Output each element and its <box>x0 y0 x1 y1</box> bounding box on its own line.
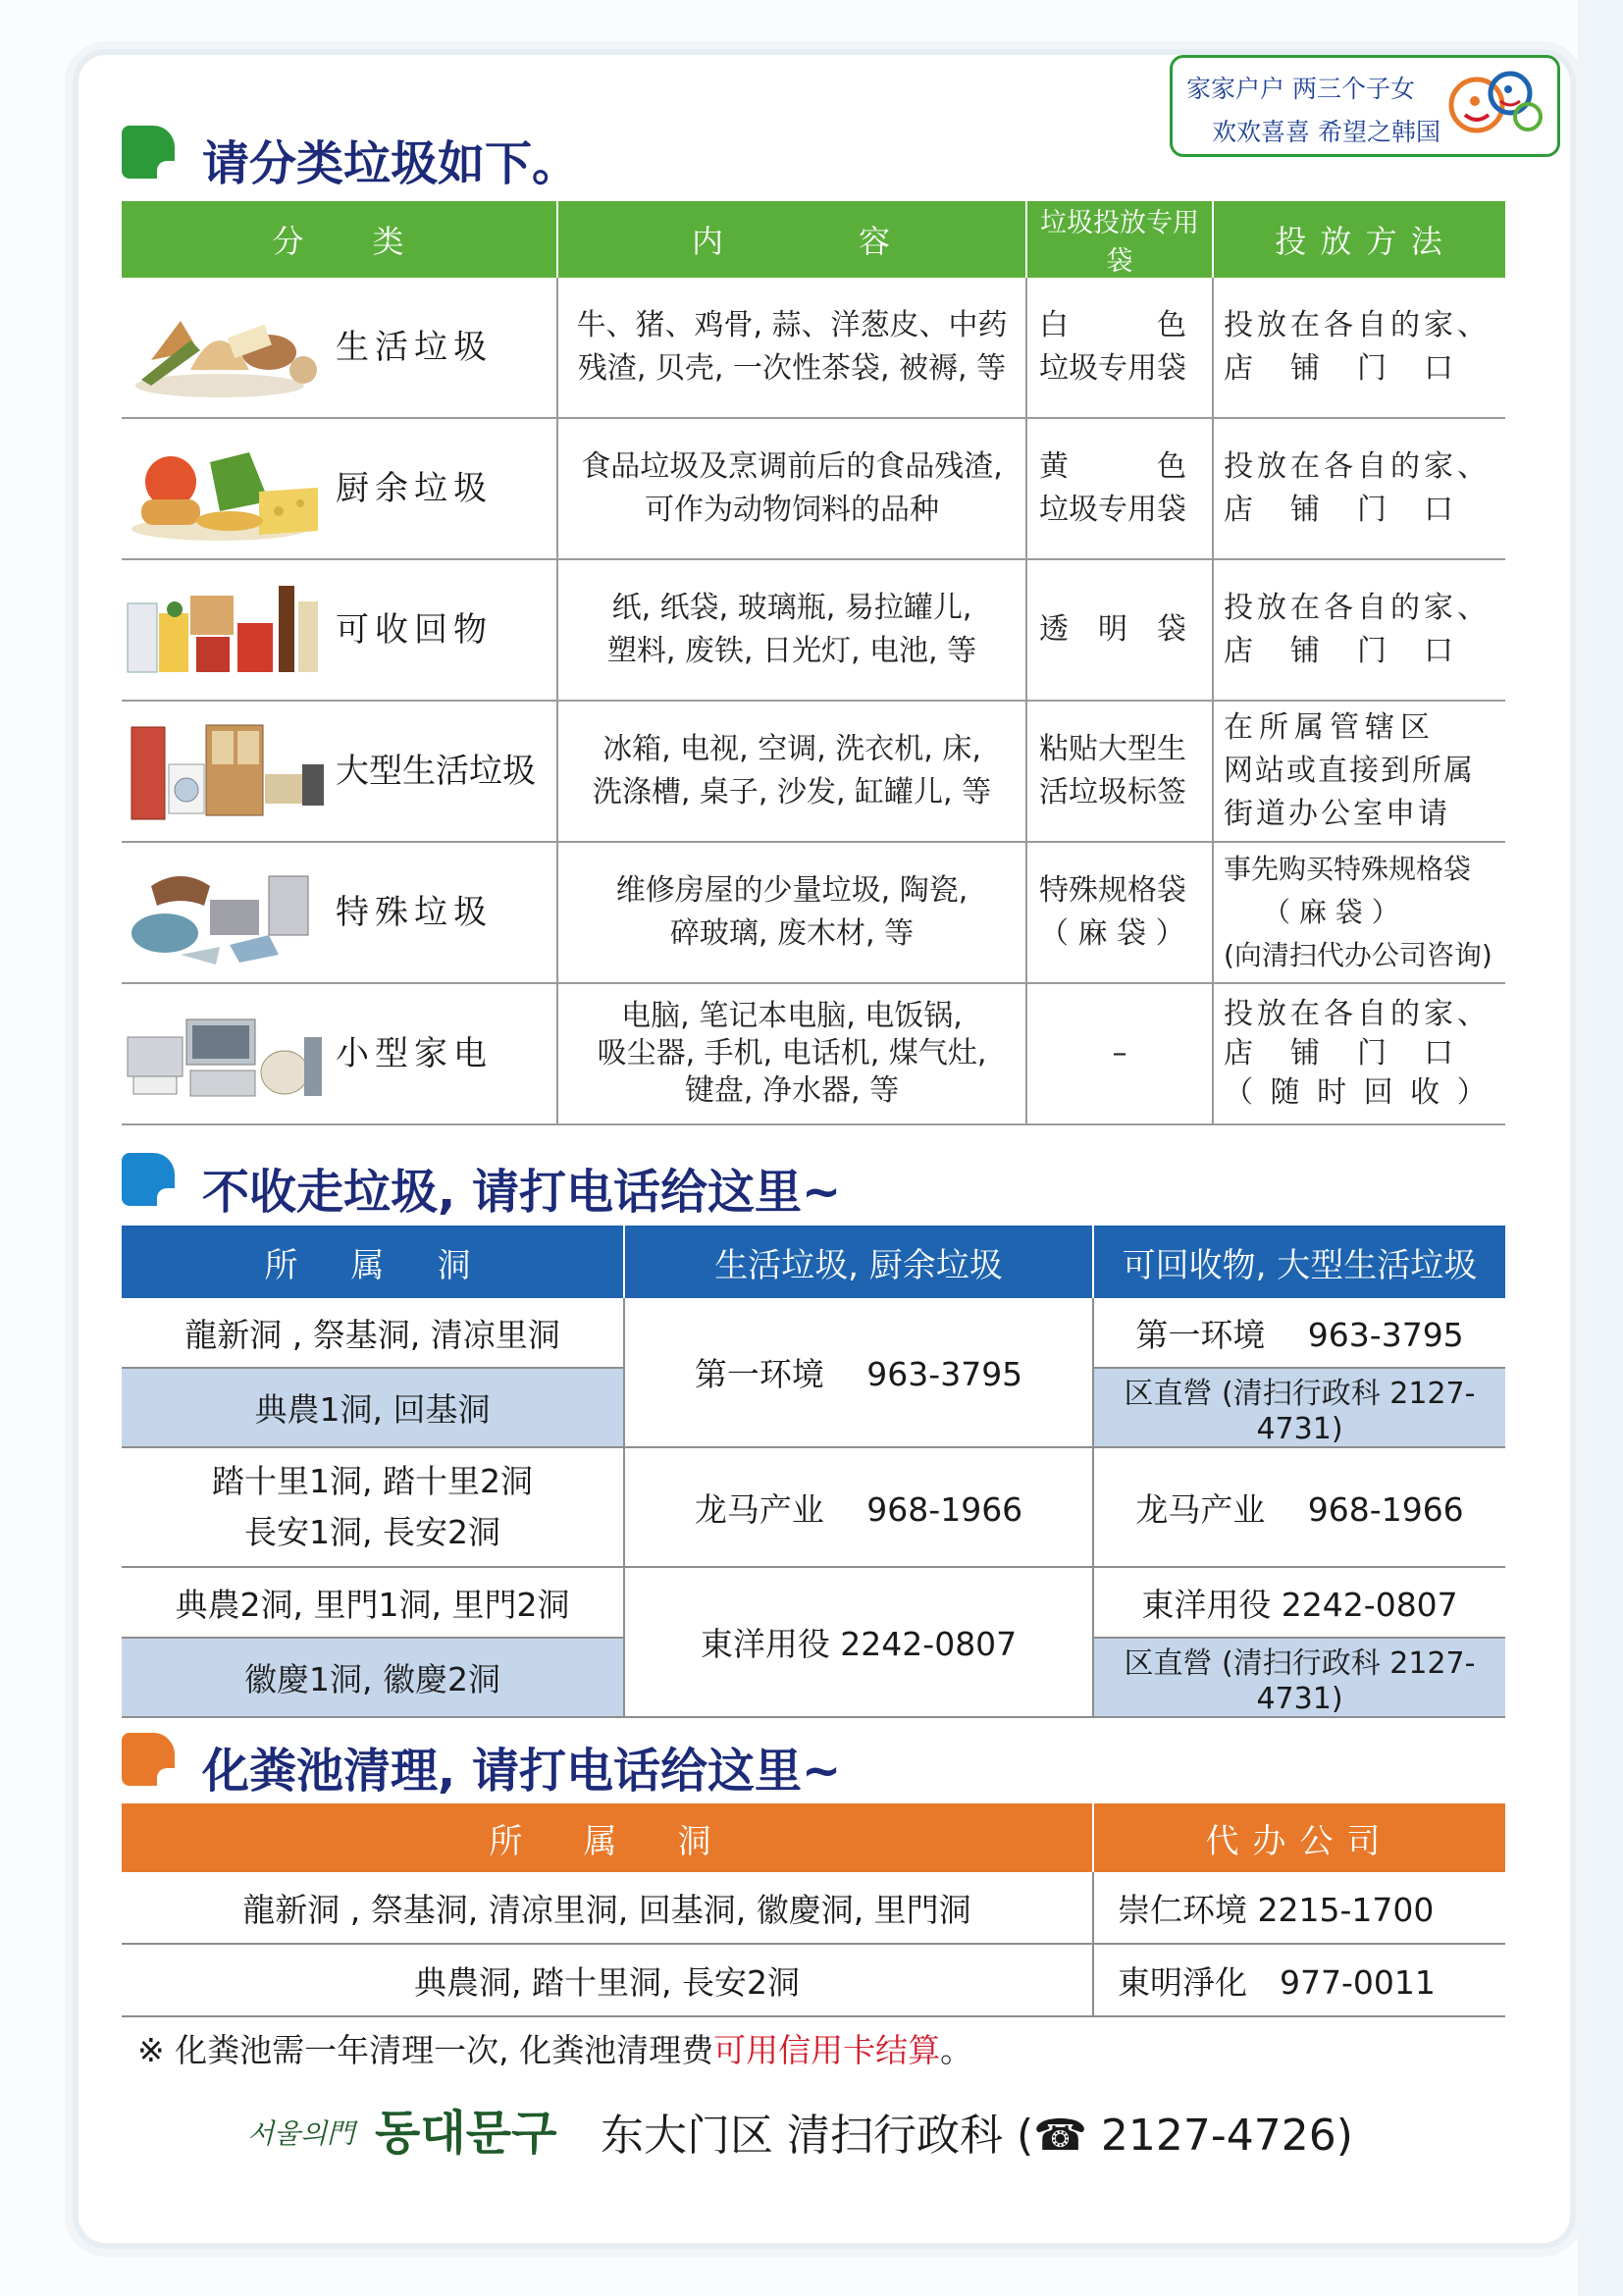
method-line: 网站或直接到所属 <box>1224 754 1475 788</box>
svg-text:동대문구: 동대문구 <box>375 2106 557 2161</box>
header-category: 分 类 <box>122 201 557 278</box>
bag-line: – <box>1112 1036 1127 1070</box>
general-contact-cell: 第一环境 963-3795 <box>624 1298 1093 1447</box>
dong-cell: 典農洞, 踏十里洞, 長安2洞 <box>122 1944 1093 2016</box>
page-edge <box>1578 0 1623 2296</box>
category-cell <box>122 701 557 842</box>
category-cell <box>122 559 557 701</box>
table-row <box>122 842 1505 983</box>
slogan-box <box>1170 55 1560 157</box>
bag-cell <box>1026 842 1213 983</box>
recycle-contact-cell: 区直營 (清扫行政科 2127-4731) <box>1093 1638 1505 1717</box>
category-name: 大型生活垃圾 <box>336 752 536 791</box>
header-bag: 垃圾投放专用袋 <box>1026 201 1213 278</box>
category-name: 可收回物 <box>336 610 493 650</box>
dong-line: 長安1洞, 長安2洞 <box>244 1513 500 1551</box>
content-cell <box>557 701 1026 842</box>
content-line: 洗涤槽, 桌子, 沙发, 缸罐儿, 等 <box>592 775 992 809</box>
table-row <box>122 1567 1505 1638</box>
header-content: 内 容 <box>557 201 1026 278</box>
method-cell <box>1213 418 1505 559</box>
footnote-suffix: 。 <box>940 2031 973 2069</box>
footnote-highlight: 可用信用卡结算 <box>713 2031 941 2069</box>
method-line: (向清扫代办公司咨询) <box>1224 939 1492 971</box>
category-cell <box>122 418 557 559</box>
table-row <box>122 1447 1505 1567</box>
household-waste-icon <box>122 291 328 405</box>
special-waste-icon <box>122 857 328 970</box>
section1-title: 请分类垃圾如下。 <box>202 136 580 191</box>
method-line: 在所属管辖区 <box>1224 710 1436 745</box>
method-line: 店 铺 门 口 <box>1224 351 1457 386</box>
recycle-contact-cell: 龙马产业 968-1966 <box>1093 1447 1505 1567</box>
content-cell <box>557 559 1026 701</box>
footer-text: 东大门区 清扫行政科 (☎ 2127-4726) <box>601 2111 1353 2161</box>
method-line: （ 麻 袋 ） <box>1263 896 1399 928</box>
content-line: 塑料, 废铁, 日光灯, 电池, 等 <box>606 634 977 668</box>
orange-heading-icon <box>122 1733 175 1786</box>
footnote <box>137 2025 972 2071</box>
content-line: 电脑, 笔记本电脑, 电饭锅, <box>621 999 963 1033</box>
content-line: 吸尘器, 手机, 电话机, 煤气灶, <box>597 1036 987 1070</box>
method-line: 投放在各自的家、 <box>1224 591 1491 625</box>
slogan-line-2: 欢欢喜喜 希望之韩国 <box>1212 118 1440 146</box>
category-cell <box>122 278 557 418</box>
svg-text:서울의門: 서울의門 <box>247 2117 355 2150</box>
dong-cell: 典農1洞, 回基洞 <box>122 1368 624 1447</box>
content-line: 残渣, 贝壳, 一次性茶袋, 被褥, 等 <box>577 351 1007 386</box>
content-line: 牛、猪、鸡骨, 蒜、洋葱皮、中药 <box>576 308 1008 342</box>
content-line: 纸, 纸袋, 玻璃瓶, 易拉罐儿, <box>611 591 972 625</box>
method-cell <box>1213 701 1505 842</box>
content-cell <box>557 983 1026 1124</box>
category-name: 厨余垃圾 <box>336 469 493 508</box>
table-row <box>122 1944 1505 2016</box>
dong-line: 踏十里1洞, 踏十里2洞 <box>212 1462 533 1500</box>
section3-title: 化粪池清理, 请打电话给这里~ <box>202 1744 842 1799</box>
table-row <box>122 1298 1505 1368</box>
header-dong: 所 属 洞 <box>122 1226 624 1298</box>
content-line: 可作为动物饲料的品种 <box>645 493 939 527</box>
header-method: 投 放 方 法 <box>1213 201 1505 278</box>
header-recyclables: 可回收物, 大型生活垃圾 <box>1093 1226 1505 1298</box>
category-cell <box>122 983 557 1124</box>
bag-line: 粘贴大型生 <box>1039 732 1186 766</box>
bag-line: 透 明 袋 <box>1039 612 1186 647</box>
bag-line: 白 色 <box>1039 308 1186 342</box>
method-line: （ 随 时 回 收 ） <box>1224 1075 1491 1110</box>
method-line: 投放在各自的家、 <box>1224 308 1491 342</box>
method-cell <box>1213 842 1505 983</box>
category-name: 小型家电 <box>336 1034 493 1073</box>
content-line: 键盘, 净水器, 等 <box>684 1073 900 1108</box>
header-general-waste: 生活垃圾, 厨余垃圾 <box>624 1226 1093 1298</box>
bag-cell <box>1026 278 1213 418</box>
blue-heading-icon <box>122 1153 175 1206</box>
recyclables-icon <box>122 574 328 688</box>
dong-cell: 龍新洞 , 祭基洞, 清凉里洞, 回基洞, 徽慶洞, 里門洞 <box>122 1872 1093 1944</box>
footer <box>247 2092 1353 2170</box>
category-name: 特殊垃圾 <box>336 893 493 932</box>
collection-contact-table <box>122 1226 1505 1718</box>
method-line: 店 铺 门 口 <box>1224 493 1457 527</box>
septic-tank-contact-table <box>122 1803 1505 2017</box>
table-row <box>122 559 1505 701</box>
dong-cell <box>122 1447 624 1567</box>
agency-cell: 崇仁环境 2215-1700 <box>1093 1872 1505 1944</box>
recycle-contact-cell: 東洋用役 2242-0807 <box>1093 1567 1505 1638</box>
bag-line: 特殊规格袋 <box>1039 873 1186 908</box>
content-cell <box>557 418 1026 559</box>
bulky-waste-icon <box>122 715 328 829</box>
agency-cell: 東明淨化 977-0011 <box>1093 1944 1505 2016</box>
method-cell <box>1213 278 1505 418</box>
content-cell <box>557 842 1026 983</box>
content-line: 碎玻璃, 废木材, 等 <box>669 916 915 951</box>
table-row <box>122 983 1505 1124</box>
method-cell <box>1213 559 1505 701</box>
bag-line: 垃圾专用袋 <box>1039 351 1186 386</box>
content-line: 食品垃圾及烹调前后的食品残渣, <box>581 449 1003 484</box>
content-cell <box>557 278 1026 418</box>
bag-line: 黄 色 <box>1039 449 1186 484</box>
section2-title: 不收走垃圾, 请打电话给这里~ <box>202 1165 842 1220</box>
recycle-contact-cell: 第一环境 963-3795 <box>1093 1298 1505 1368</box>
table-row <box>122 278 1505 418</box>
bag-cell <box>1026 418 1213 559</box>
category-cell <box>122 842 557 983</box>
family-icon <box>1445 64 1547 148</box>
green-heading-icon <box>122 126 175 179</box>
recycle-contact-cell: 区直營 (清扫行政科 2127-4731) <box>1093 1368 1505 1447</box>
method-line: 店 铺 门 口 <box>1224 1036 1457 1070</box>
waste-category-table <box>122 201 1505 1125</box>
header-agency: 代办公司 <box>1093 1803 1505 1872</box>
dong-cell: 龍新洞 , 祭基洞, 清凉里洞 <box>122 1298 624 1368</box>
dong-cell: 典農2洞, 里門1洞, 里門2洞 <box>122 1567 624 1638</box>
dong-cell: 徽慶1洞, 徽慶2洞 <box>122 1638 624 1717</box>
content-line: 冰箱, 电视, 空调, 洗衣机, 床, <box>602 732 981 766</box>
food-waste-icon <box>122 433 328 547</box>
slogan-line-1: 家家户户 两三个子女 <box>1186 75 1415 103</box>
method-cell <box>1213 983 1505 1124</box>
bag-cell <box>1026 559 1213 701</box>
general-contact-cell: 龙马产业 968-1966 <box>624 1447 1093 1567</box>
general-contact-cell: 東洋用役 2242-0807 <box>624 1567 1093 1717</box>
method-line: 事先购买特殊规格袋 <box>1224 853 1472 885</box>
dongdaemun-logo <box>247 2092 581 2170</box>
bag-line: 活垃圾标签 <box>1039 775 1186 809</box>
small-appliance-icon <box>122 998 328 1112</box>
method-line: 投放在各自的家、 <box>1224 997 1491 1031</box>
content-line: 维修房屋的少量垃圾, 陶瓷, <box>615 873 969 908</box>
table-row <box>122 418 1505 559</box>
bag-line: （ 麻 袋 ） <box>1039 916 1185 951</box>
table-row <box>122 1872 1505 1944</box>
bag-line: 垃圾专用袋 <box>1039 493 1186 527</box>
bag-cell <box>1026 701 1213 842</box>
header-dong: 所 属 洞 <box>122 1803 1093 1872</box>
method-line: 店 铺 门 口 <box>1224 634 1457 668</box>
method-line: 投放在各自的家、 <box>1224 449 1491 484</box>
footnote-text: ※ 化粪池需一年清理一次, 化粪池清理费 <box>137 2031 714 2069</box>
method-line: 街道办公室申请 <box>1224 797 1450 831</box>
category-name: 生活垃圾 <box>336 328 493 367</box>
table-row <box>122 701 1505 842</box>
bag-cell <box>1026 983 1213 1124</box>
